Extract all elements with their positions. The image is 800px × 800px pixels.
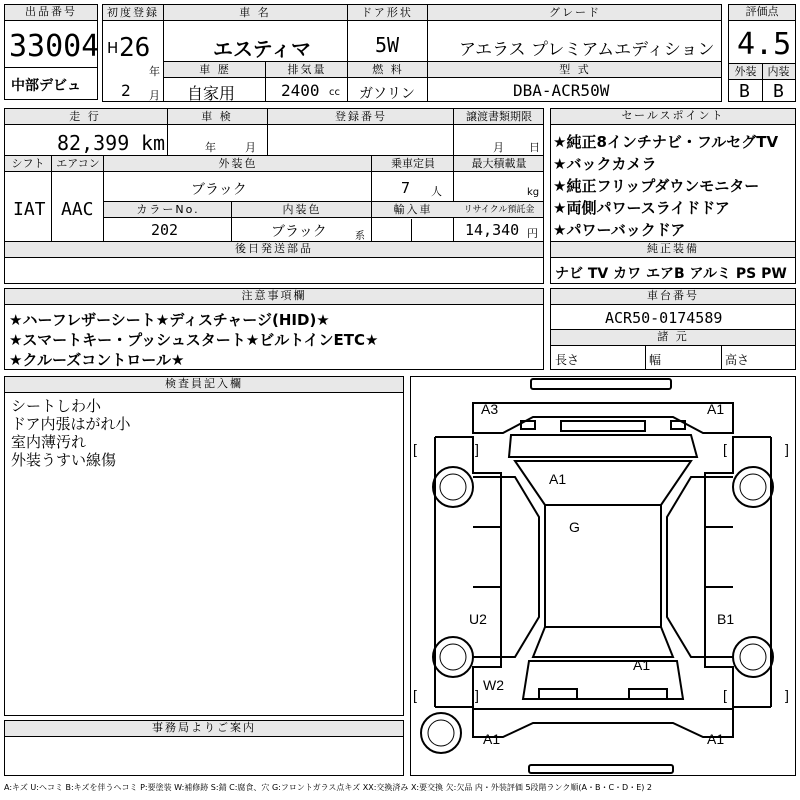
damage-code: A1 bbox=[549, 471, 567, 487]
recycle-label: リサイクル預託金 bbox=[463, 205, 535, 215]
registration-label: 登録番号 bbox=[335, 110, 387, 123]
mileage-label: 走 行 bbox=[69, 110, 101, 123]
shift-label: シフト bbox=[11, 157, 45, 170]
displacement-unit: cc bbox=[329, 87, 340, 98]
lot-label: 出品番号 bbox=[5, 5, 97, 21]
office-box bbox=[4, 720, 404, 776]
inspector-line: 外装うすい線傷 bbox=[11, 451, 117, 469]
sales-point-item: ★バックカメラ bbox=[553, 155, 657, 173]
width-label: 幅 bbox=[649, 353, 662, 367]
sales-points-title: セールスポイント bbox=[551, 109, 795, 125]
inspector-box bbox=[4, 376, 404, 716]
bracket-mark: ] bbox=[475, 441, 479, 457]
model-value: DBA-ACR50W bbox=[513, 81, 610, 100]
chassis-number: ACR50-0174589 bbox=[605, 309, 723, 327]
color-label: 外装色 bbox=[218, 157, 258, 170]
bracket-mark: ] bbox=[475, 687, 479, 703]
lot-box bbox=[4, 4, 98, 100]
damage-code: B1 bbox=[717, 611, 735, 627]
year-unit: 年 bbox=[149, 65, 160, 78]
debut-label: 中部デビュ bbox=[11, 78, 81, 94]
displacement-label: 排気量 bbox=[287, 63, 327, 76]
sales-points-box bbox=[550, 108, 796, 284]
score-label: 評価点 bbox=[729, 5, 795, 21]
damage-code: A1 bbox=[707, 401, 725, 417]
lot-number: 33004 bbox=[9, 29, 100, 64]
sales-point-item: ★純正フリップダウンモニター bbox=[553, 177, 760, 195]
interior-label: 内装 bbox=[767, 65, 790, 78]
transfer-day: 日 bbox=[529, 141, 540, 154]
damage-code: A1 bbox=[633, 657, 651, 673]
mileage-unit: km bbox=[141, 131, 166, 155]
notes-title: 注意事項欄 bbox=[5, 289, 543, 305]
ac-value: AAC bbox=[61, 199, 94, 220]
sales-point-item: ★パワーバックドア bbox=[553, 221, 686, 239]
transfer-month: 月 bbox=[493, 141, 504, 154]
inspection-label: 車 検 bbox=[201, 110, 233, 123]
month-unit: 月 bbox=[149, 89, 160, 102]
notes-box bbox=[4, 288, 544, 370]
sales-point-item: ★両側パワースライドドア bbox=[553, 199, 730, 217]
bracket-mark: ] bbox=[785, 441, 789, 457]
interior-grade: B bbox=[773, 81, 784, 102]
car-name: エスティマ bbox=[213, 37, 311, 61]
score-box bbox=[728, 4, 796, 102]
inspector-line: 室内薄汚れ bbox=[11, 433, 87, 451]
damage-code: W2 bbox=[483, 677, 504, 693]
reg-label: 初度登録 bbox=[107, 6, 159, 19]
damage-code: U2 bbox=[469, 611, 487, 627]
capacity-value: 7 bbox=[401, 179, 411, 197]
bracket-mark: [ bbox=[723, 441, 727, 457]
capacity-label: 乗車定員 bbox=[391, 157, 435, 170]
color-no-label: カラーNo. bbox=[136, 203, 200, 216]
exterior-label: 外装 bbox=[734, 65, 757, 78]
history-value: 自家用 bbox=[187, 84, 236, 103]
bracket-mark: [ bbox=[723, 687, 727, 703]
damage-code: A3 bbox=[481, 401, 499, 417]
damage-code: A1 bbox=[483, 731, 501, 747]
displacement-value: 2400 bbox=[281, 81, 320, 100]
chassis-box bbox=[550, 288, 796, 370]
damage-code: G bbox=[569, 519, 580, 535]
model-label: 型 式 bbox=[559, 63, 591, 76]
reg-year: 26 bbox=[119, 33, 151, 63]
color-value: ブラック bbox=[191, 182, 247, 198]
color-no-value: 202 bbox=[151, 221, 179, 239]
sales-point-item: ★純正8インチナビ・フルセグTV bbox=[553, 133, 779, 151]
score-value: 4.5 bbox=[737, 27, 792, 62]
note-line: ★スマートキー・プッシュスタート★ビルトインETC★ bbox=[9, 331, 379, 349]
spec-box bbox=[4, 108, 544, 284]
damage-code: A1 bbox=[707, 731, 725, 747]
load-label: 最大積載量 bbox=[471, 157, 527, 170]
car-outline bbox=[411, 377, 795, 775]
inspection-month: 月 bbox=[245, 141, 256, 154]
bracket-mark: [ bbox=[413, 687, 417, 703]
mileage-value: 82,399 bbox=[57, 131, 130, 155]
inspection-year: 年 bbox=[205, 141, 216, 154]
office-title: 事務局よりご案内 bbox=[5, 721, 403, 737]
capacity-unit: 人 bbox=[431, 185, 442, 198]
equipment-title: 純正装備 bbox=[551, 242, 795, 258]
chassis-title: 車台番号 bbox=[551, 289, 795, 305]
ac-label: エアコン bbox=[56, 157, 100, 170]
note-line: ★クルーズコントロール★ bbox=[9, 351, 185, 369]
int-color-unit: 系 bbox=[355, 231, 365, 242]
reg-month: 2 bbox=[121, 81, 131, 100]
later-parts-label: 後日発送部品 bbox=[5, 242, 543, 258]
load-unit: kg bbox=[527, 187, 540, 198]
registration-box bbox=[102, 4, 722, 102]
inspector-title: 検査員記入欄 bbox=[5, 377, 403, 393]
bracket-mark: [ bbox=[413, 441, 417, 457]
fuel-label: 燃 料 bbox=[372, 63, 404, 76]
dims-title: 諸 元 bbox=[551, 330, 795, 346]
era: H bbox=[107, 39, 119, 57]
bracket-mark: ] bbox=[785, 687, 789, 703]
int-color-label: 内装色 bbox=[282, 203, 322, 216]
note-line: ★ハーフレザーシート★ディスチャージ(HID)★ bbox=[9, 311, 330, 329]
equipment-value: ナビ TV カワ エアB アルミ PS PW bbox=[555, 266, 787, 282]
name-label: 車 名 bbox=[239, 6, 271, 19]
exterior-grade: B bbox=[739, 81, 750, 102]
import-label: 輸入車 bbox=[393, 203, 433, 216]
grade-value: アエラス プレミアムエディション bbox=[459, 40, 715, 60]
inspector-line: ドア内張はがれ小 bbox=[11, 415, 131, 433]
fuel-value: ガソリン bbox=[359, 86, 415, 102]
transfer-label: 譲渡書類期限 bbox=[466, 110, 532, 123]
length-label: 長さ bbox=[555, 353, 580, 367]
damage-legend: A:キズ U:ヘコミ B:キズを伴うヘコミ P:要塗装 W:補修跡 S:錆 C:腐食、穴 G:フロントガラス点キズ XX:交換済み X:要交換 欠:欠品 内・外装評価 5段階ランク順(A・B・C・D・E) 2 bbox=[4, 783, 653, 792]
history-label: 車 歴 bbox=[199, 63, 231, 76]
int-color-value: ブラック bbox=[271, 224, 327, 240]
height-label: 高さ bbox=[725, 353, 750, 367]
shift-value: IAT bbox=[13, 199, 46, 220]
recycle-unit: 円 bbox=[527, 227, 538, 240]
recycle-value: 14,340 bbox=[465, 221, 520, 239]
inspector-line: シートしわ小 bbox=[11, 397, 102, 415]
car-diagram bbox=[410, 376, 796, 776]
grade-label: グレード bbox=[549, 6, 601, 19]
door-label: ドア形状 bbox=[361, 6, 413, 19]
door-value: 5W bbox=[375, 33, 400, 57]
